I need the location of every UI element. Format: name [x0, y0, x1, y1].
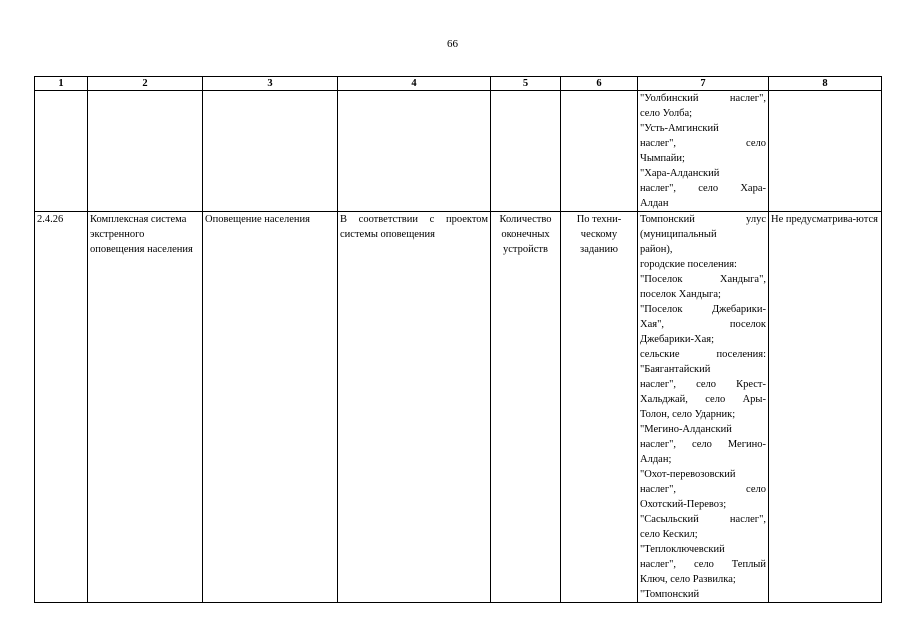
- location-cell: [638, 91, 769, 212]
- object-name: Комплексная система экстренного оповещения населения: [88, 212, 203, 603]
- cell-line: "Сасыльский наслег",: [640, 514, 766, 525]
- cell-line: "Поселок Хандыга",: [640, 274, 766, 285]
- cell-line: сельские поселения:: [640, 349, 766, 360]
- cell-line: наслег", село: [640, 138, 766, 149]
- cell-line: "Баягантайский: [640, 364, 711, 375]
- cell-line: "Хара-Алданский: [640, 168, 720, 179]
- cell-line: "Томпонский: [640, 589, 700, 600]
- cell-line: (муниципальный: [640, 229, 717, 240]
- cell-line: наслег", село Мегино-: [640, 439, 766, 450]
- cell-line: Толон, село Ударник;: [640, 409, 736, 420]
- cell-line: наслег", село Крест-: [640, 379, 766, 390]
- cell-line: Алдан;: [640, 454, 672, 465]
- indicator: Количество оконечных устройств: [491, 212, 561, 603]
- table-row: [35, 212, 882, 603]
- column-header: 3: [203, 77, 338, 91]
- notes-cell: Не предусматрива-ются: [769, 212, 882, 603]
- cell-line: "Уолбинский наслег",: [640, 93, 766, 104]
- header-row: [35, 77, 882, 91]
- cell-empty: [769, 91, 882, 212]
- cell-line: "Усть-Амгинский: [640, 123, 719, 134]
- column-header: 5: [491, 77, 561, 91]
- cell-line: "Охот-перевозовский: [640, 469, 736, 480]
- column-header: 2: [88, 77, 203, 91]
- cell-line: Ключ, село Развилка;: [640, 574, 736, 585]
- cell-line: наслег", село Теплый: [640, 559, 766, 570]
- page-number: 66: [447, 38, 458, 50]
- cell-line: село Кескил;: [640, 529, 698, 540]
- object-purpose: Оповещение населения: [203, 212, 338, 603]
- cell-empty: [561, 91, 638, 212]
- cell-line: наслег", село Хара-: [640, 183, 766, 194]
- column-header: 4: [338, 77, 491, 91]
- cell-empty: [338, 91, 491, 212]
- column-header: 8: [769, 77, 882, 91]
- cell-empty: [88, 91, 203, 212]
- cell-line: "Поселок Джебарики-: [640, 304, 766, 315]
- cell-line: "Теплоключевский: [640, 544, 725, 555]
- column-header: 6: [561, 77, 638, 91]
- cell-line: "Мегино-Алданский: [640, 424, 732, 435]
- cell-line: поселок Хандыга;: [640, 289, 721, 300]
- cell-empty: [35, 91, 88, 212]
- cell-line: Томпонский улус: [640, 214, 766, 225]
- cell-line: городские поселения:: [640, 259, 737, 270]
- row-number: 2.4.26: [35, 212, 88, 603]
- cell-line: Охотский-Перевоз;: [640, 499, 727, 510]
- cell-empty: [203, 91, 338, 212]
- object-characteristics: В соответствии с проектом системы оповещения: [338, 212, 491, 603]
- cell-line: Чымпайи;: [640, 153, 685, 164]
- column-header: 1: [35, 77, 88, 91]
- indicator-value: По техни-ческому заданию: [561, 212, 638, 603]
- cell-line: район),: [640, 244, 673, 255]
- cell-line: Хальджай, село Ары-: [640, 394, 766, 405]
- location-cell: [638, 212, 769, 603]
- cell-line: Алдан: [640, 198, 669, 209]
- cell-line: Хая", поселок: [640, 319, 766, 330]
- table-row-continuation: [35, 91, 882, 212]
- cell-line: село Уолба;: [640, 108, 693, 119]
- cell-line: Джебарики-Хая;: [640, 334, 715, 345]
- cell-empty: [491, 91, 561, 212]
- cell-line: наслег", село: [640, 484, 766, 495]
- requirements-table: [34, 76, 882, 603]
- column-header: 7: [638, 77, 769, 91]
